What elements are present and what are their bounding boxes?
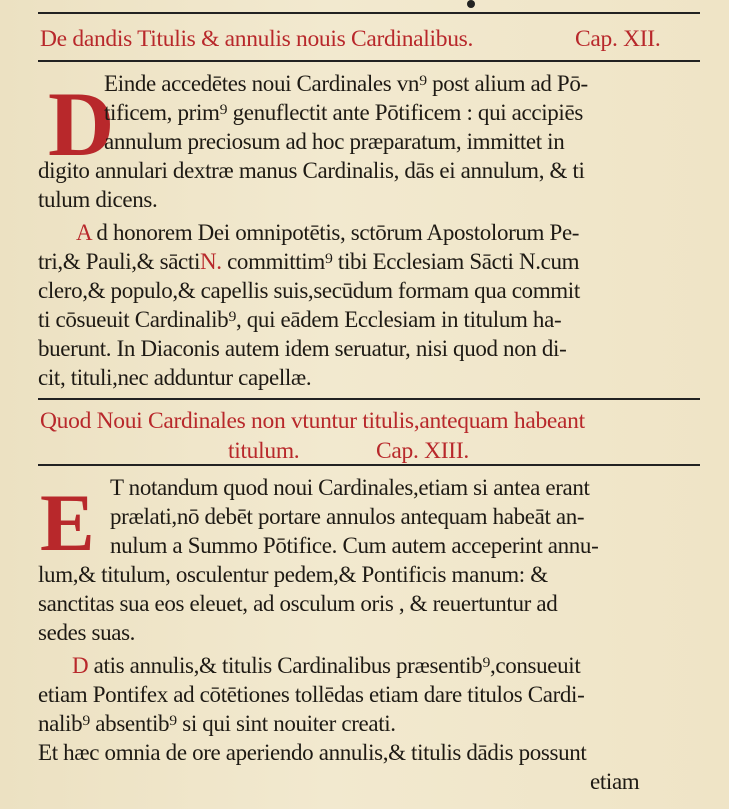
initial-a: A bbox=[76, 220, 91, 245]
dropcap-e: E bbox=[40, 477, 95, 568]
text-line bbox=[38, 248, 700, 275]
dropcap-d: D bbox=[48, 73, 115, 175]
rubric-n: N. bbox=[200, 249, 222, 274]
ink-dot bbox=[467, 0, 475, 8]
text-line: buerunt. In Diaconis autem idem seruatur, nisi quod non di- bbox=[38, 336, 567, 361]
text-line: sanctitas sua eos eleuet, ad osculum oris , & reuertuntur ad bbox=[38, 591, 558, 616]
text-span: tri,& Pauli,& sācti bbox=[38, 249, 200, 274]
chapter-12-rule bbox=[38, 60, 700, 62]
top-rule bbox=[38, 12, 700, 14]
chapter-13-title-end: titulum. bbox=[228, 438, 300, 464]
text-span: atis annulis,& titulis Cardinalibus præsentib⁹,consueuit bbox=[93, 653, 581, 678]
catchword: etiam bbox=[590, 769, 640, 794]
text-line: T notandum quod noui Cardinales,etiam si antea erant bbox=[110, 475, 590, 500]
text-line: nulum a Summo Pōtifice. Cum autem acceperint annu- bbox=[110, 533, 599, 558]
chapter-13-heading-line-1: Quod Noui Cardinales non vtuntur titulis,antequam habeant bbox=[40, 408, 585, 434]
chapter-12-number: Cap. XII. bbox=[575, 26, 661, 52]
text-line: Einde accedētes noui Cardinales vn⁹ post alium ad Pō- bbox=[104, 71, 588, 96]
text-line: digito annulari dextræ manus Cardinalis, dās ei annulum, & ti bbox=[38, 158, 585, 183]
text-line: cit, tituli,nec adduntur capellæ. bbox=[38, 365, 312, 390]
text-line: lum,& titulum, osculentur pedem,& Pontificis manum: & bbox=[38, 562, 548, 587]
text-line: sedes suas. bbox=[38, 620, 136, 645]
text-line bbox=[76, 219, 700, 246]
text-line bbox=[72, 652, 700, 679]
text-line: Et hæc omnia de ore aperiendo annulis,& titulis dādis possunt bbox=[38, 740, 587, 765]
chapter-13-number: Cap. XIII. bbox=[376, 438, 469, 464]
text-span: committim⁹ tibi Ecclesiam Sācti N.cum bbox=[221, 249, 580, 274]
text-line: clero,& populo,& capellis suis,secūdum formam qua commit bbox=[38, 278, 580, 303]
chapter-13-heading-line-2 bbox=[228, 438, 668, 465]
initial-d: D bbox=[72, 653, 89, 678]
text-line: tificem, prim⁹ genuflectit ante Pōtificem : qui accipiēs bbox=[104, 100, 583, 125]
text-line: annulum preciosum ad hoc præparatum, immittet in bbox=[104, 129, 565, 154]
text-line: ti cōsueuit Cardinalib⁹, qui eādem Ecclesiam in titulum ha- bbox=[38, 307, 562, 332]
chapter-13-rule bbox=[38, 464, 700, 466]
chapter-12-heading bbox=[40, 26, 700, 53]
text-line: tulum dicens. bbox=[38, 187, 158, 212]
text-line: nalib⁹ absentib⁹ si qui sint nouiter creati. bbox=[38, 711, 396, 736]
text-line: etiam Pontifex ad cōtētiones tollēdas etiam dare titulos Cardi- bbox=[38, 682, 585, 707]
chapter-12-title: De dandis Titulis & annulis nouis Cardinalibus. bbox=[40, 26, 474, 52]
text-span: d honorem Dei omnipotētis, sctōrum Apostolorum Pe- bbox=[96, 220, 580, 245]
chapter-13-top-rule bbox=[38, 398, 700, 400]
text-line: prælati,nō debēt portare annulos antequam habeāt an- bbox=[110, 504, 585, 529]
